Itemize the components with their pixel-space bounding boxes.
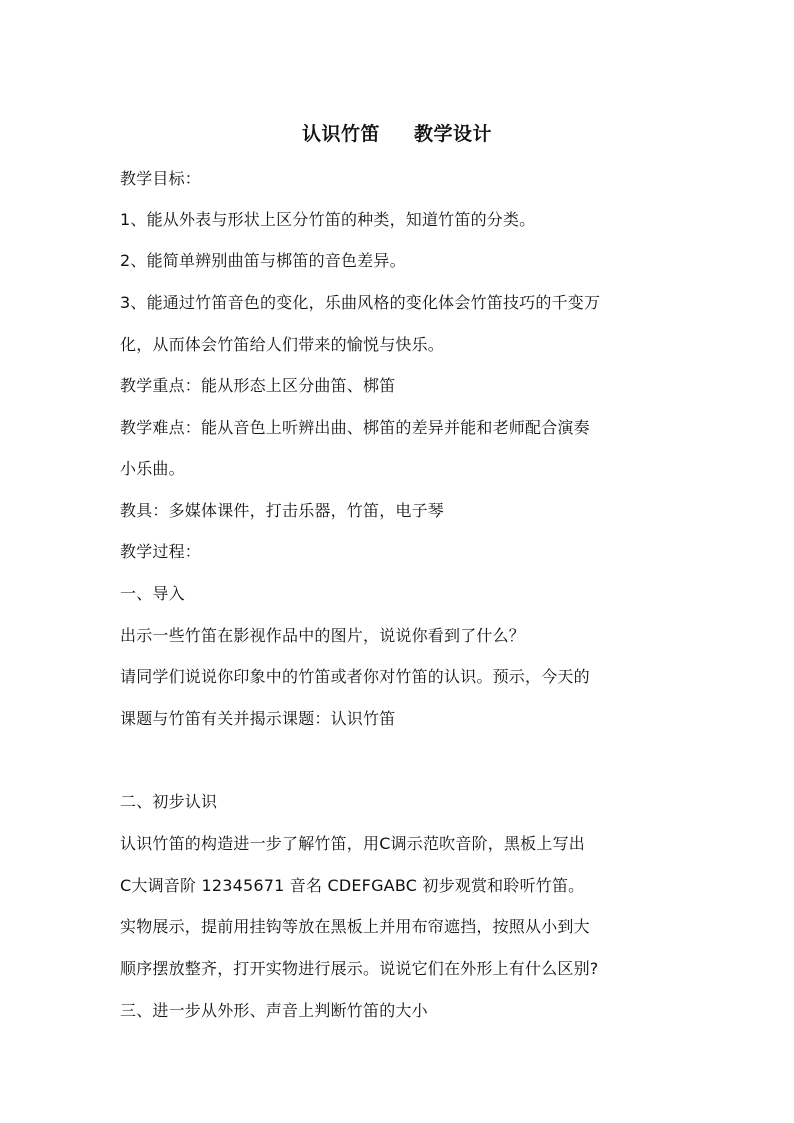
difficulties-line-2: 小乐曲。	[120, 459, 185, 478]
teaching-aids: 教具：多媒体课件，打击乐器，竹笛，电子琴	[120, 501, 445, 520]
objective-3-line-1: 3、能通过竹笛音色的变化，乐曲风格的变化体会竹笛技巧的千变万	[120, 293, 601, 312]
title-part-2: 教学设计	[414, 123, 493, 145]
section-2-heading: 二、初步认识	[120, 792, 218, 811]
section-3-heading: 三、进一步从外形、声音上判断竹笛的大小	[120, 1001, 428, 1020]
objective-1: 1、能从外表与形状上区分竹笛的种类，知道竹笛的分类。	[120, 210, 536, 229]
difficulties-line-1: 教学难点：能从音色上听辨出曲、梆笛的差异并能和老师配合演奏	[120, 418, 590, 437]
objective-3-line-2: 化，从而体会竹笛给人们带来的愉悦与快乐。	[120, 335, 445, 354]
section-1-paragraph-1: 出示一些竹笛在影视作品中的图片，说说你看到了什么？	[120, 626, 526, 645]
objectives-heading: 教学目标：	[120, 169, 202, 188]
process-heading: 教学过程：	[120, 542, 202, 561]
section-2-paragraph-1-line-2: C大调音阶 12345671 音名 CDEFGABC 初步观赏和聆听竹笛。	[120, 876, 585, 895]
section-2-paragraph-1-line-1: 认识竹笛的构造进一步了解竹笛，用C调示范吹音阶，黑板上写出	[120, 834, 585, 853]
section-1-heading: 一、导入	[120, 584, 185, 603]
document-title	[0, 121, 794, 147]
section-2-paragraph-2-line-1: 实物展示，提前用挂钩等放在黑板上并用布帘遮挡，按照从小到大	[120, 917, 590, 936]
section-1-paragraph-2-line-2: 课题与竹笛有关并揭示课题：认识竹笛	[120, 709, 396, 728]
key-points: 教学重点：能从形态上区分曲笛、梆笛	[120, 376, 396, 395]
objective-2: 2、能简单辨别曲笛与梆笛的音色差异。	[120, 251, 406, 270]
title-part-1: 认识竹笛	[301, 123, 380, 145]
section-2-paragraph-2-line-2: 顺序摆放整齐，打开实物进行展示。说说它们在外形上有什么区别?	[120, 959, 599, 978]
section-1-paragraph-2-line-1: 请同学们说说你印象中的竹笛或者你对竹笛的认识。预示，今天的	[120, 667, 590, 686]
